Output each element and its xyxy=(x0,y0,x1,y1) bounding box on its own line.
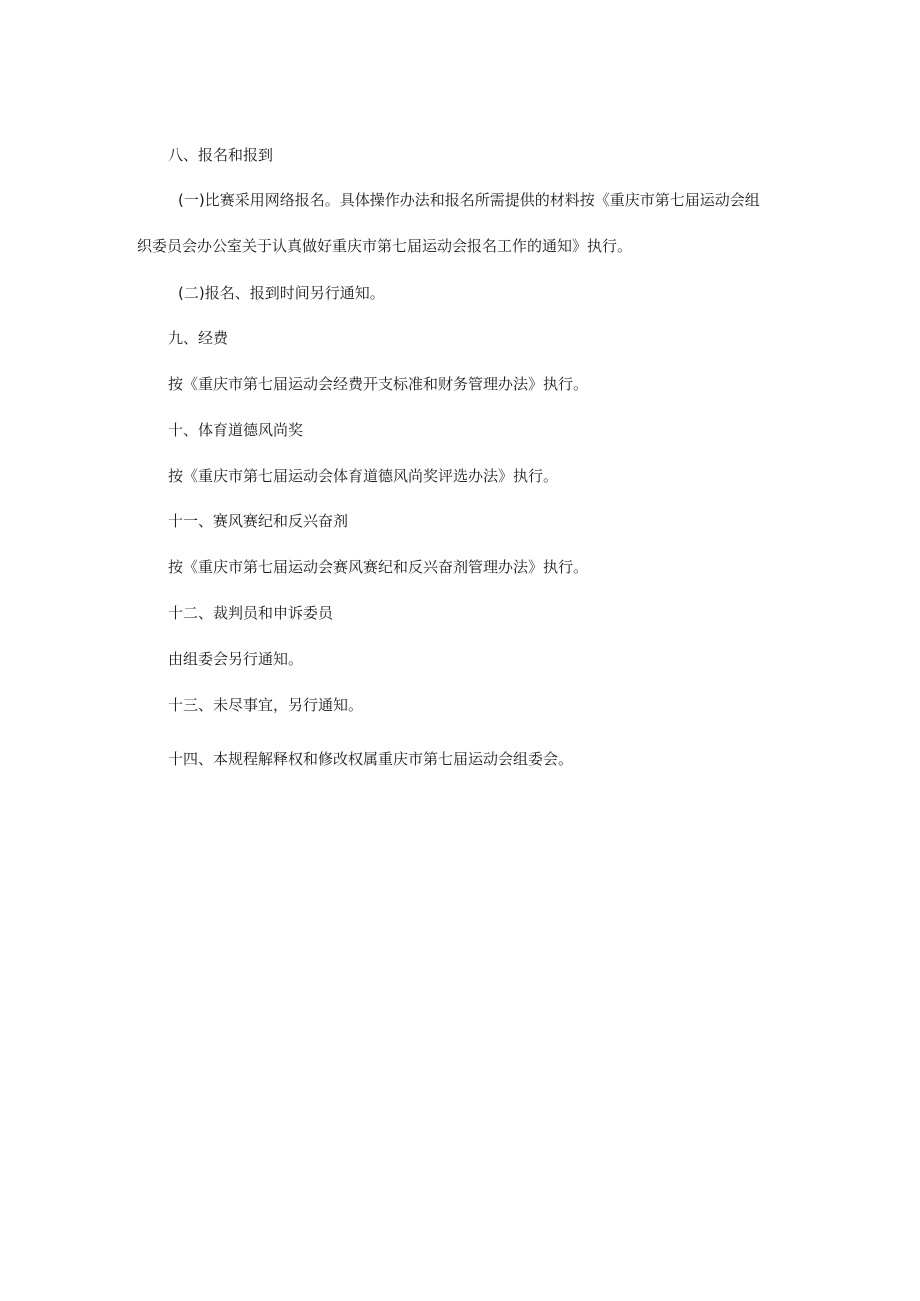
paragraph-sportsmanship-award: 按《重庆市第七届运动会体育道德风尚奖评选办法》执行。 xyxy=(168,467,559,485)
section-heading-sportsmanship-award: 十、体育道德风尚奖 xyxy=(168,421,304,439)
paragraph-referees: 由组委会另行通知。 xyxy=(168,650,304,668)
section-heading-registration: 八、报名和报到 xyxy=(168,146,274,164)
section-heading-discipline-anti-doping: 十一、赛风赛纪和反兴奋剂 xyxy=(168,512,349,530)
section-heading-interpretation: 十四、本规程解释权和修改权属重庆市第七届运动会组委会。 xyxy=(168,750,574,768)
section-heading-funding: 九、经费 xyxy=(168,329,229,347)
paragraph-online-registration: (一)比赛采用网络报名。具体操作办法和报名所需提供的材料按《重庆市第七届运动会组 xyxy=(178,191,760,209)
paragraph-funding: 按《重庆市第七届运动会经费开支标准和财务管理办法》执行。 xyxy=(168,375,589,393)
section-heading-other-matters: 十三、未尽事宜，另行通知。 xyxy=(168,696,364,714)
paragraph-discipline-anti-doping: 按《重庆市第七届运动会赛风赛纪和反兴奋剂管理办法》执行。 xyxy=(168,558,589,576)
paragraph-online-registration-continued: 织委员会办公室关于认真做好重庆市第七届运动会报名工作的通知》执行。 xyxy=(137,237,633,255)
paragraph-registration-time: (二)报名、报到时间另行通知。 xyxy=(178,284,385,302)
section-heading-referees: 十二、裁判员和申诉委员 xyxy=(168,604,334,622)
